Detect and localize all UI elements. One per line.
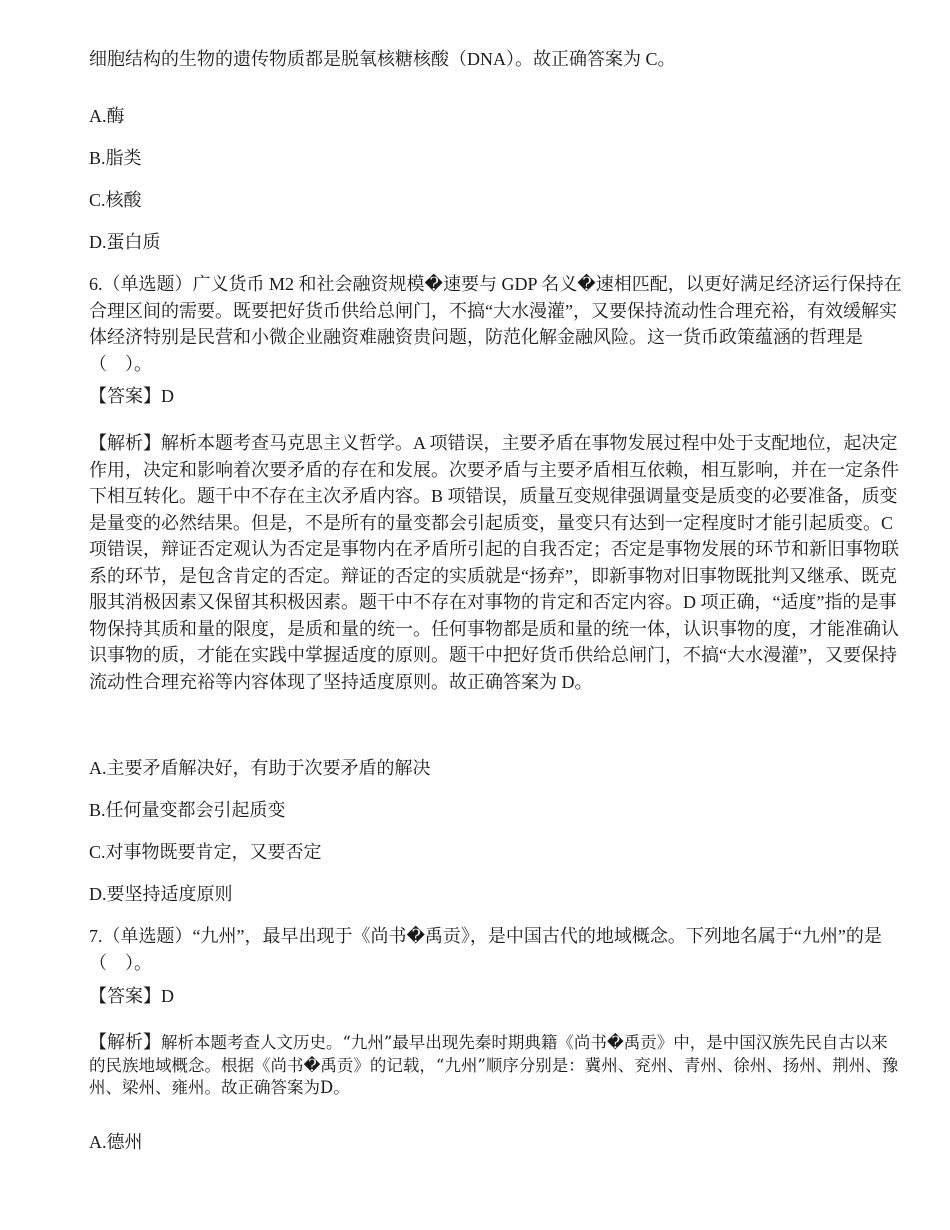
q5-option-a: A.酶 — [89, 106, 125, 126]
q5-option-c: C.核酸 — [89, 190, 142, 210]
q6-answer: 【答案】D — [89, 386, 174, 406]
q7-option-a: A.德州 — [89, 1132, 143, 1152]
q6-option-a: A.主要矛盾解决好，有助于次要矛盾的解决 — [89, 758, 431, 778]
q5-option-d: D.蛋白质 — [89, 232, 161, 252]
q7-explanation-label: 【解析】 — [89, 1032, 161, 1052]
q7-explanation-text: 解析本题考查人文历史。“九州”最早出现先秦时期典籍《尚书�禹贡》中，是中国汉族先民自古以来的民族地域概念。根据《尚书�禹贡》的记载，“九州”顺序分别是：冀州、兖州、青州、徐州、扬州、荆州、豫州、梁州、雍州。故正确答案为D。 — [89, 1033, 899, 1097]
q6-option-c: C.对事物既要肯定，又要否定 — [89, 842, 322, 862]
q7-explanation — [89, 1031, 904, 1100]
q6-option-d: D.要坚持适度原则 — [89, 884, 233, 904]
q5-option-b: B.脂类 — [89, 148, 142, 168]
previous-explanation-tail: 细胞结构的生物的遗传物质都是脱氧核糖核酸（DNA）。故正确答案为 C。 — [89, 49, 676, 69]
q6-option-b: B.任何量变都会引起质变 — [89, 800, 286, 820]
q7-stem: 7.（单选题）“九州”，最早出现于《尚书�禹贡》，是中国古代的地域概念。下列地名属于“九州”的是（ ）。 — [89, 926, 882, 973]
q6-stem: 6.（单选题）广义货币 M2 和社会融资规模�速要与 GDP 名义�速相匹配，以更好满足经济运行保持在合理区间的需要。既要把好货币供给总闸门，不搞“大水漫灌”，又要保持流动性合理充裕，有效缓解实体经济特别是民营和小微企业融资难融资贵问题，防范化解金融风险。这一货币政策蕴涵的哲理是（ ）。 — [89, 274, 902, 374]
q6-explanation: 【解析】解析本题考查马克思主义哲学。A 项错误，主要矛盾在事物发展过程中处于支配地位，起决定作用，决定和影响着次要矛盾的存在和发展。次要矛盾与主要矛盾相互依赖，相互影响，并在一定条件下相互转化。题干中不存在主次矛盾内容。B 项错误，质量互变规律强调量变是质变的必要准备，质变是量变的必然结果。但是，不是所有的量变都会引起质变，量变只有达到一定程度时才能引起质变。C 项错误，辩证否定观认为否定是事物内在矛盾所引起的自我否定；否定是事物发展的环节和新旧事物联系的环节，是包含肯定的否定。辩证的否定的实质就是“扬弃”，即新事物对旧事物既批判又继承、既克服其消极因素又保留其积极因素。题干中不存在对事物的肯定和否定内容。D 项正确，“适度”指的是事物保持其质和量的限度，是质和量的统一。任何事物都是质和量的统一体，认识事物的度，才能准确认识事物的质，才能在实践中掌握适度的原则。题干中把好货币供给总闸门，不搞“大水漫灌”，又要保持流动性合理充裕等内容体现了坚持适度原则。故正确答案为 D。 — [89, 433, 899, 692]
q7-answer: 【答案】D — [89, 986, 174, 1006]
